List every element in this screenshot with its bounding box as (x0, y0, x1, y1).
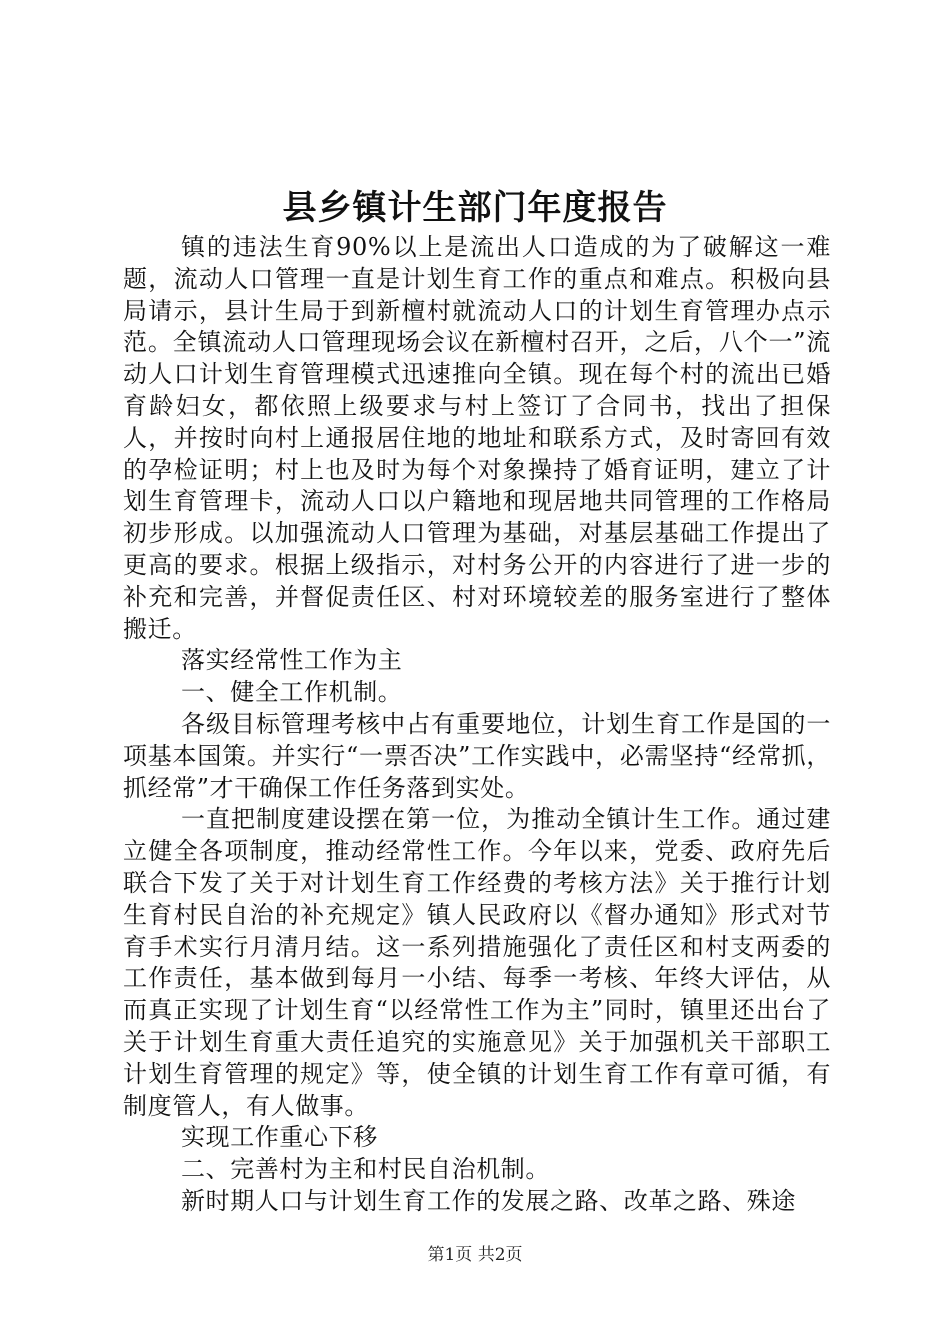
section-heading-work-mechanism: 一、健全工作机制。 (181, 678, 403, 707)
section-heading-routine-work: 落实经常性工作为主 (181, 646, 403, 675)
paragraph-floating-population: 镇的违法生育90%以上是流出人口造成的为了破解这一难题，流动人口管理一直是计划生育工作的重点和难点。积极向县局请示，县计生局于到新檀村就流动人口的计划生育管理办点示范。全镇流动人口管理现场会议在新檀村召开，之后，八个一”流动人口计划生育管理模式迅速推向全镇。现在每个村的流出已婚育龄妇女，都依照上级要求与村上签订了合同书，找出了担保人，并按时向村上通报居住地的地址和联系方式，及时寄回有效的孕检证明；村上也及时为每个对象操持了婚育证明，建立了计划生育管理卡，流动人口以户籍地和现居地共同管理的工作格局初步形成。以加强流动人口管理为基础，对基层基础工作提出了更高的要求。根据上级指示，对村务公开的内容进行了进一步的补充和完善，并督促责任区、村对环境较差的服务室进行了整体搬迁。 (123, 233, 831, 643)
paragraph-system-building: 一直把制度建设摆在第一位，为推动全镇计生工作。通过建立健全各项制度，推动经常性工作。今年以来，党委、政府先后联合下发了关于对计划生育工作经费的考核方法》关于推行计划生育村民自治的补充规定》镇人民政府以《督办通知》形式对节育手术实行月清月结。这一系列措施强化了责任区和村支两委的工作责任，基本做到每月一小结、每季一考核、年终大评估，从而真正实现了计划生育“以经常性工作为主”同时，镇里还出台了关于计划生育重大责任追究的实施意见》关于加强机关干部职工计划生育管理的规定》等，使全镇的计划生育工作有章可循，有制度管人，有人做事。 (123, 805, 831, 1120)
document-title: 县乡镇计生部门年度报告 (282, 188, 668, 228)
section-heading-village-autonomy: 二、完善村为主和村民自治机制。 (181, 1155, 550, 1184)
paragraph-target-management: 各级目标管理考核中占有重要地位，计划生育工作是国的一项基本国策。并实行“一票否决”工作实践中，必需坚持“经常抓，抓经常”才干确保工作任务落到实处。 (123, 709, 831, 802)
paragraph-new-era: 新时期人口与计划生育工作的发展之路、改革之路、殊途 (181, 1186, 796, 1215)
page-number-footer: 第1页 共2页 (427, 1245, 523, 1265)
document-body (123, 232, 831, 1218)
section-heading-focus-shift: 实现工作重心下移 (181, 1123, 378, 1152)
